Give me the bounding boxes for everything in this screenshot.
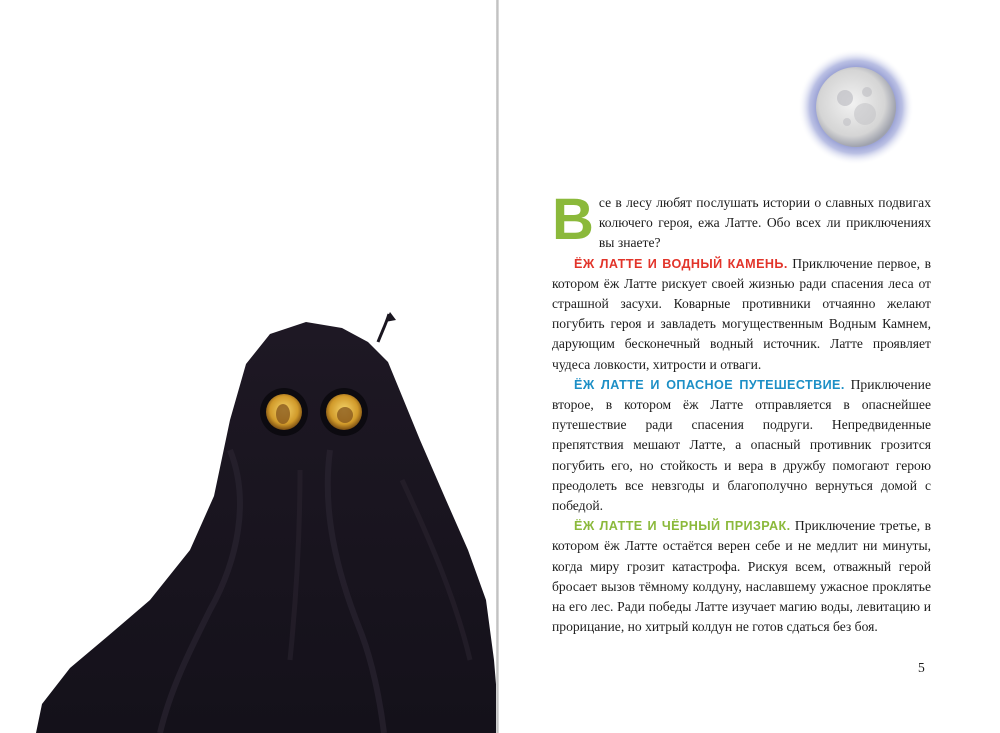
story-description: Приключение первое, в котором ёж Латте рискует своей жизнью ради спасения леса от страшной засухи. Коварные противники отчаянно желают погубить героя и завладеть могущественным Водным Камнем, дарующим бесконечный водный источник. Латте проявляет чудеса ловкости, хитрости и отваги.: [552, 255, 931, 372]
story-title: ЁЖ ЛАТТЕ И ОПАСНОЕ ПУТЕШЕСТВИЕ.: [574, 377, 845, 392]
story-paragraph: [552, 516, 931, 637]
intro-paragraph: [552, 187, 931, 254]
drop-cap: В: [552, 187, 594, 252]
story-paragraph: [552, 375, 931, 516]
story-list-text: [552, 187, 931, 637]
story-title: ЁЖ ЛАТТЕ И ВОДНЫЙ КАМЕНЬ.: [574, 256, 788, 271]
page-number: 5: [918, 660, 925, 675]
intro-text: се в лесу любят послушать истории о славных подвигах колючего героя, ежа Латте. Обо всех ли приключениях вы знаете?: [598, 195, 931, 251]
left-page: [0, 0, 496, 733]
story-description: Приключение второе, в котором ёж Латте отправляется в опаснейшее путешествие ради спасения подруги. Непредвиденные препятствия мешают Латте, а опасный противник грозится погубить его, но стойкость и вера в дружбу помогают герою преодолеть все невзгоды и благополучно вернуться домой с победой.: [552, 376, 931, 514]
moon-illustration: [797, 48, 915, 166]
story-paragraph: [552, 254, 931, 375]
story-description: Приключение третье, в котором ёж Латте остаётся верен себе и не медлит ни минуты, когда миру грозит катастрофа. Рискуя всем, отважный герой бросает вызов тёмному колдуну, наславшему ужасное проклятье на его лес. Ради победы Латте изучает магию воды, левитацию и прорицание, но хитрый колдун не готов сдаться без боя.: [552, 518, 931, 635]
black-ghost-illustration: [0, 300, 500, 733]
story-title: ЁЖ ЛАТТЕ И ЧЁРНЫЙ ПРИЗРАК.: [574, 519, 791, 534]
